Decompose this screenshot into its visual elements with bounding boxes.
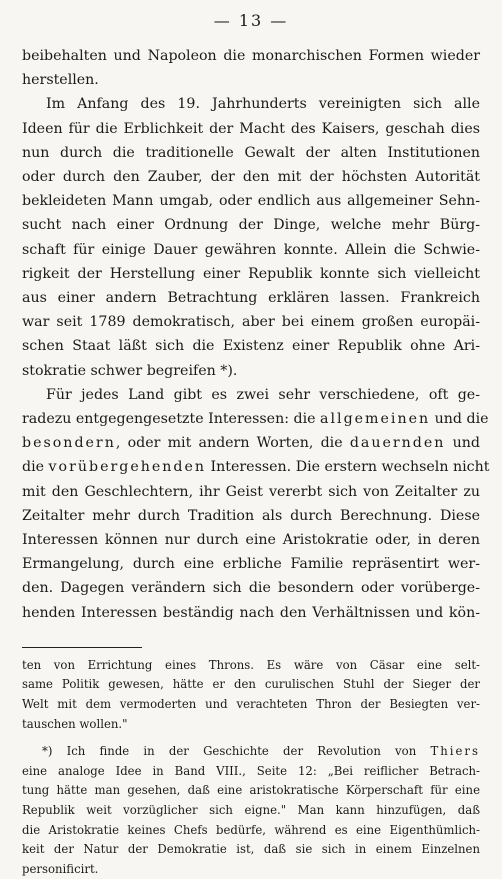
footnote-line: eine analoge Idee in Band VIII., Seite 12: „Bei reiflicher Betrach- (22, 763, 480, 778)
text-line: rigkeit der Herstellung einer Republik konnte sich vielleicht (22, 265, 480, 282)
paragraph-1 (22, 44, 480, 92)
text-fragment: und (445, 435, 480, 452)
text-line: Ideen für die Erblichkeit der Macht des Kaisers, geschah dies (22, 120, 480, 137)
footnote-line: die Aristokratie keines Chefs bedürfe, während es eine Eigenthümlich- (22, 822, 480, 837)
text-line: schen Staat läßt sich die Existenz einer Republik ohne Ari- (22, 338, 480, 355)
footnote-line: Republik weit vorzüglicher sich eigne." Man kann hinzufügen, daß (22, 803, 480, 818)
text-line: Zeitalter mehr durch Tradition als durch Berechnung. Diese (22, 507, 480, 524)
footnote-line: Welt mit dem vermoderten und verachteten Thron der Besiegten ver- (22, 697, 480, 712)
footnote-line: personificirt. (22, 861, 99, 876)
paragraph-2 (22, 92, 480, 382)
footnote-line (22, 742, 480, 762)
footnote-rule (22, 647, 142, 648)
footnote-line: keit der Natur der Demokratie ist, daß sie sich in einem Einzelnen (22, 842, 480, 857)
text-line: Für jedes Land gibt es zwei sehr verschiedene, oft ge- (46, 386, 480, 403)
text-fragment: und die (430, 411, 489, 428)
text-line: oder durch den Zauber, der den mit der höchsten Autorität (22, 169, 480, 186)
footnote-line: same Politik gewesen, hätte er den curulischen Stuhl der Sieger der (22, 677, 480, 692)
footnotes (22, 656, 480, 879)
spaced-term: Thiers (430, 744, 480, 759)
footnote-line: tauschen wollen." (22, 716, 128, 731)
paragraph-3 (22, 383, 490, 625)
text-line: beibehalten und Napoleon die monarchischen Formen wieder (22, 48, 480, 64)
spaced-term: vorübergehenden (48, 459, 207, 476)
text-line: den. Dagegen verändern sich die besondern oder vorüberge- (22, 580, 480, 597)
spacer (22, 734, 480, 742)
text-line: Ermangelung, durch eine erbliche Familie repräsentirt wer- (22, 556, 480, 573)
spacer (22, 625, 480, 647)
footnote-star (22, 742, 480, 879)
text-line: sucht nach einer Ordnung der Dinge, welche mehr Bürg- (22, 217, 480, 234)
text-line (22, 431, 480, 455)
footnote-line: ten von Errichtung eines Throns. Es wäre von Cäsar eine selt- (22, 657, 480, 672)
spaced-term: besondern (22, 435, 116, 452)
main-text (22, 44, 490, 625)
text-line: nun durch die traditionelle Gewalt der alten Institutionen (22, 144, 480, 161)
text-line: aus einer andern Betrachtung erklären lassen. Frankreich (22, 290, 480, 307)
text-line: henden Interessen beständig nach den Verhältnissen und kön- (22, 604, 480, 621)
text-line: Im Anfang des 19. Jahrhunderts vereinigten sich alle (46, 96, 480, 113)
text-line: war seit 1789 demokratisch, aber bei einem großen europäi- (22, 314, 480, 331)
text-line: Interessen können nur durch eine Aristokratie oder, in deren (22, 532, 480, 549)
text-line: stokratie schwer begreifen *). (22, 362, 238, 379)
text-line: schaft für einige Dauer gewähren konnte. Allein die Schwie- (22, 241, 480, 258)
spaced-term: allgemeinen (320, 411, 431, 428)
footnote-continuation (22, 656, 480, 734)
text-fragment: Interessen. Die erstern wechseln nicht (206, 459, 490, 476)
text-fragment: , oder mit andern Worten, die (115, 435, 350, 452)
text-line: mit den Geschlechtern, ihr Geist vererbt sich von Zeitalter zu (22, 483, 480, 500)
text-line (22, 407, 489, 431)
page-number: — 13 — (213, 11, 289, 30)
footnote-line: tung hätte man gesehen, daß eine aristokratische Körperschaft für eine (22, 783, 480, 798)
text-fragment: radezu entgegengesetzte Interessen: die (22, 411, 321, 428)
text-fragment: *) Ich finde in der Geschichte der Revolution von (42, 744, 431, 759)
text-fragment: die (22, 459, 49, 476)
spaced-term: dauernden (349, 435, 446, 452)
text-line (22, 455, 490, 479)
text-line: herstellen. (22, 72, 99, 89)
text-line: bekleideten Mann umgab, oder endlich aus allgemeiner Sehn- (22, 193, 480, 210)
